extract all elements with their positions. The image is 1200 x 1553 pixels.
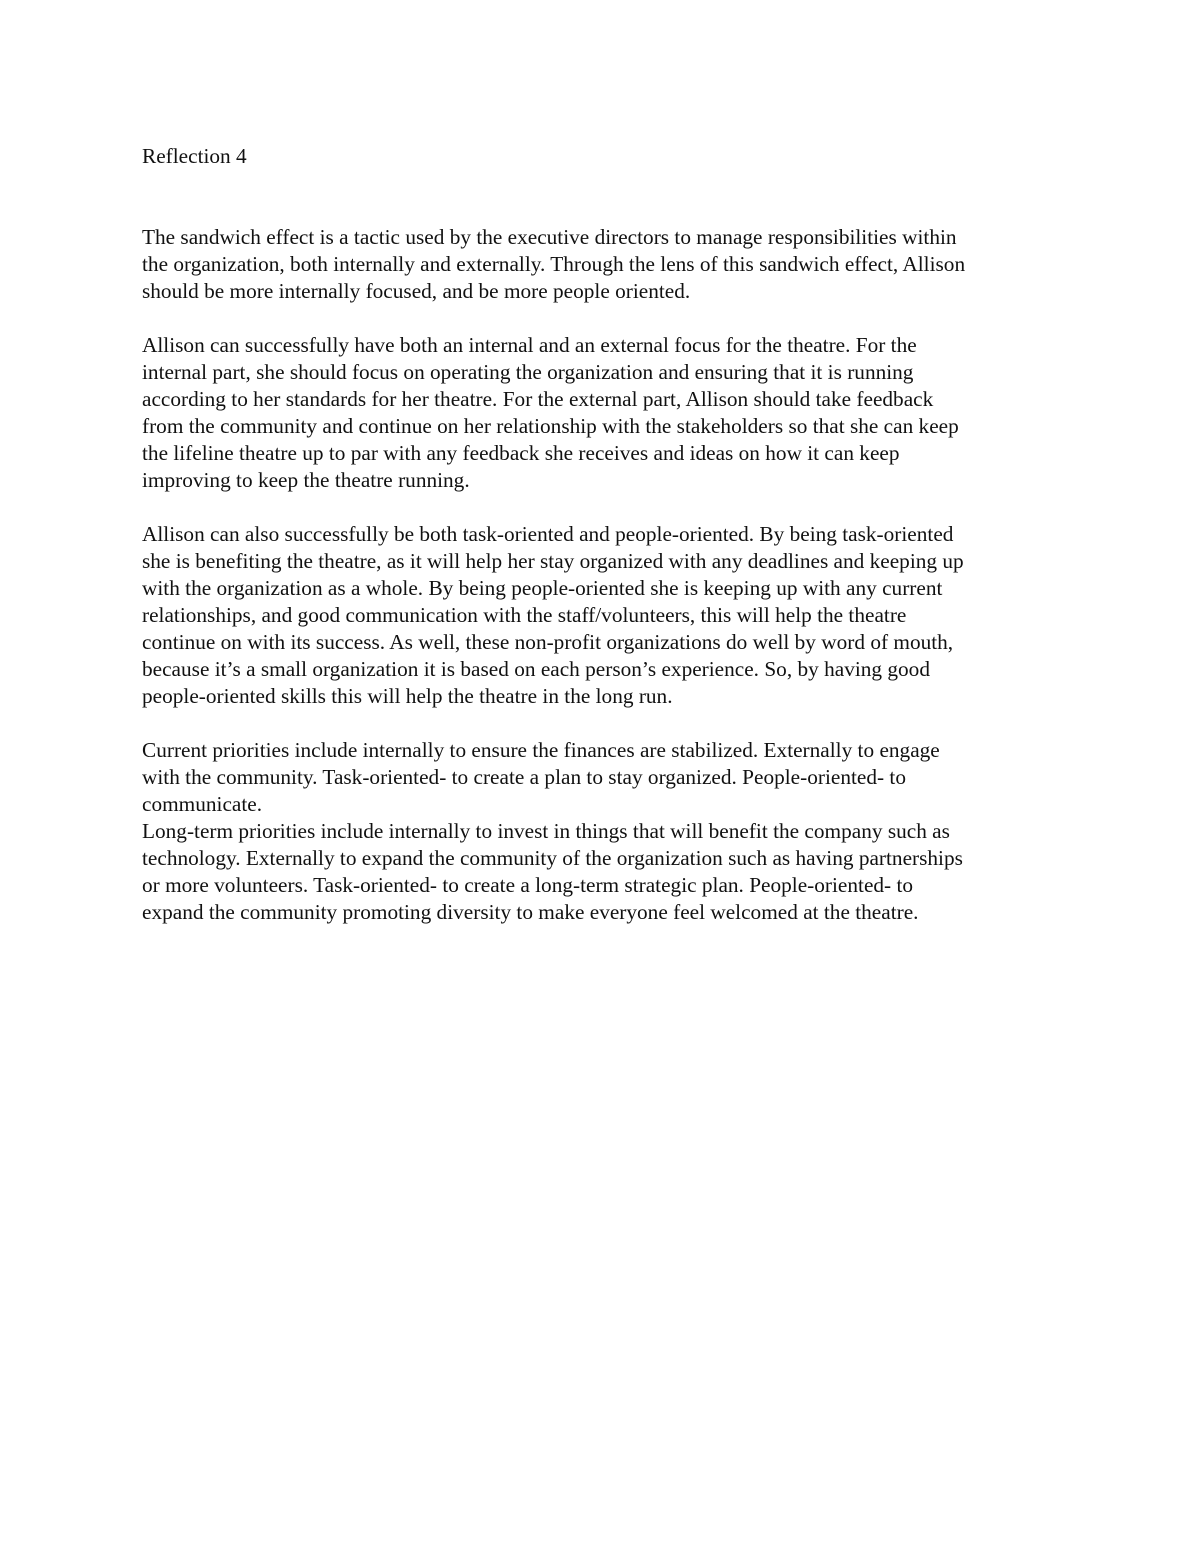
paragraph-long-term-priorities <box>142 818 1072 926</box>
text-line: internal part, she should focus on operating the organization and ensuring that it is running <box>142 360 914 384</box>
text-line: people-oriented skills this will help the theatre in the long run. <box>142 684 673 708</box>
text-line: The sandwich effect is a tactic used by the executive directors to manage responsibilities within <box>142 225 957 249</box>
document-body <box>142 143 1072 926</box>
text-line: improving to keep the theatre running. <box>142 468 470 492</box>
text-line: expand the community promoting diversity to make everyone feel welcomed at the theatre. <box>142 900 919 924</box>
text-line: or more volunteers. Task-oriented- to create a long-term strategic plan. People-oriented- to <box>142 873 914 897</box>
paragraph-task-people <box>142 521 1072 710</box>
text-line: continue on with its success. As well, these non-profit organizations do well by word of mouth, <box>142 630 954 654</box>
text-line: she is benefiting the theatre, as it will help her stay organized with any deadlines and keeping up <box>142 549 964 573</box>
paragraph-sandwich-effect <box>142 224 1072 305</box>
text-line: from the community and continue on her relationship with the stakeholders so that she can keep <box>142 414 959 438</box>
text-line: according to her standards for her theatre. For the external part, Allison should take feedback <box>142 387 934 411</box>
paragraph-internal-external <box>142 332 1072 494</box>
document-title: Reflection 4 <box>142 144 247 168</box>
text-line: communicate. <box>142 792 263 816</box>
text-line: with the community. Task-oriented- to create a plan to stay organized. People-oriented- to <box>142 765 906 789</box>
text-line: Allison can also successfully be both task-oriented and people-oriented. By being task-oriented <box>142 522 954 546</box>
text-line: because it’s a small organization it is based on each person’s experience. So, by having good <box>142 657 930 681</box>
text-line: Long-term priorities include internally to invest in things that will benefit the company such as <box>142 819 950 843</box>
text-line: technology. Externally to expand the community of the organization such as having partnerships <box>142 846 963 870</box>
text-line: Current priorities include internally to ensure the finances are stabilized. Externally to engage <box>142 738 940 762</box>
text-line: should be more internally focused, and be more people oriented. <box>142 279 691 303</box>
text-line: the organization, both internally and externally. Through the lens of this sandwich effect, Allison <box>142 252 966 276</box>
text-line: the lifeline theatre up to par with any feedback she receives and ideas on how it can keep <box>142 441 900 465</box>
text-line: Allison can successfully have both an internal and an external focus for the theatre. For the <box>142 333 917 357</box>
text-line: with the organization as a whole. By being people-oriented she is keeping up with any current <box>142 576 943 600</box>
text-line: relationships, and good communication with the staff/volunteers, this will help the theatre <box>142 603 907 627</box>
paragraph-current-priorities <box>142 737 1072 818</box>
